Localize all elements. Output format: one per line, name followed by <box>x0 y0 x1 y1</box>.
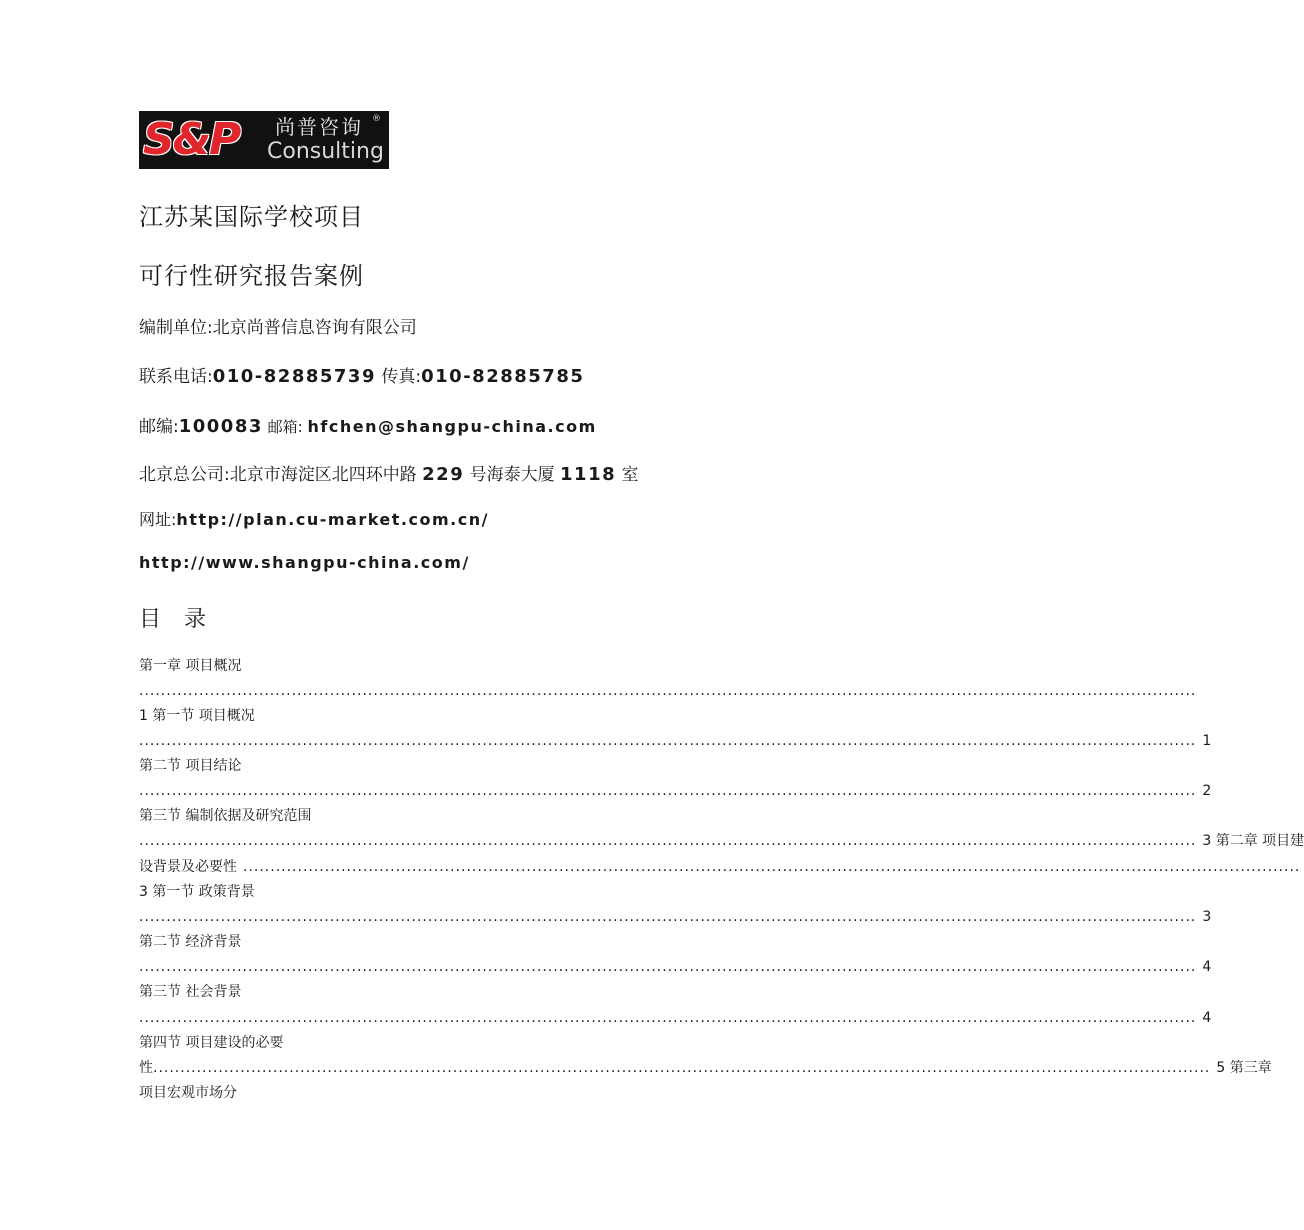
address-room: 1118 <box>560 464 617 485</box>
toc-entry-text: 性 <box>139 1060 153 1076</box>
fax-value: 010-82885785 <box>421 366 585 387</box>
toc-leader <box>139 1009 1212 1027</box>
logo-chinese-name: 尚普咨询 <box>275 115 363 139</box>
toc-entry-text: 第四节 项目建设的必要 <box>139 1035 284 1051</box>
toc-entry <box>139 807 805 825</box>
toc-entry-text: 第三节 社会背景 <box>139 984 242 1000</box>
toc-dots: .................................................................................................................................................................................................. <box>139 909 1197 925</box>
toc-entry <box>139 1034 805 1052</box>
postal-and-email <box>139 412 597 437</box>
compiler-unit-label: 编制单位: <box>139 318 213 338</box>
toc-dots: .................................................................................................................................................................................................. <box>139 733 1197 749</box>
toc-dots: .................................................................................................................................................................................................. <box>139 783 1197 799</box>
toc-leader <box>139 732 1212 750</box>
logo-registered-mark: ® <box>372 114 381 124</box>
toc-dots: .................................................................................................................................................................................................. <box>139 959 1197 975</box>
toc-entry-text: 第三节 编制依据及研究范围 <box>139 808 312 824</box>
toc-entry-text: 3 第一节 政策背景 <box>139 884 255 900</box>
website-line-1 <box>139 507 489 530</box>
toc-entry <box>139 1084 805 1102</box>
website-link-1[interactable]: http://plan.cu-market.com.cn/ <box>176 510 489 529</box>
toc-dots: .................................................................................................................................................................................................. <box>139 1010 1197 1026</box>
toc-entry <box>139 707 805 725</box>
toc-leader <box>139 908 1212 926</box>
toc-page-number: 4 <box>1202 959 1212 975</box>
email-label: 邮箱: <box>262 418 308 436</box>
address-tail: 室 <box>616 465 639 485</box>
zip-value: 100083 <box>178 416 263 437</box>
toc-page-number: 3 <box>1202 909 1212 925</box>
compiler-unit-value: 北京尚普信息咨询有限公司 <box>212 318 417 338</box>
toc-entry <box>139 983 805 1001</box>
toc-leader <box>139 782 1212 800</box>
toc-entry <box>139 933 805 951</box>
toc-entry-text: 设背景及必要性 <box>139 859 237 875</box>
address-label: 北京总公司:北京市海淀区北四环中路 <box>139 465 423 485</box>
toc-entry <box>139 858 1301 876</box>
toc-page-number: 1 <box>1202 733 1212 749</box>
toc-entry-text: 第二节 经济背景 <box>139 934 242 950</box>
website-label: 网址: <box>139 510 177 529</box>
toc-page-number: 2 <box>1202 783 1212 799</box>
toc-entry <box>139 757 805 775</box>
fax-label: 传真: <box>375 367 422 387</box>
toc-entry-text: 1 第一节 项目概况 <box>139 708 255 724</box>
logo-english-name: Consulting <box>267 139 384 164</box>
toc-page-number: 3 第二章 项目建 <box>1202 833 1304 849</box>
toc-page-number: 5 第三章 <box>1216 1060 1272 1076</box>
phone-label: 联系电话: <box>139 367 213 387</box>
toc-leader <box>139 682 1197 700</box>
email-value[interactable]: hfchen@shangpu-china.com <box>307 417 597 436</box>
toc-entry-text: 第一章 项目概况 <box>139 658 242 674</box>
toc-dots: .................................................................................................................................................................................................. <box>139 833 1197 849</box>
address-building: 号海泰大厦 <box>464 465 561 485</box>
toc-entry <box>139 1059 1272 1077</box>
logo-mark: S&P <box>143 114 240 165</box>
head-office-address <box>139 460 639 485</box>
report-title-line-1: 江苏某国际学校项目 <box>139 203 364 231</box>
phone-value: 010-82885739 <box>212 366 376 387</box>
toc-leader <box>139 958 1212 976</box>
website-line-2 <box>139 553 470 573</box>
toc-dots: .................................................................................................................................................................................................. <box>139 683 1197 699</box>
website-link-2[interactable]: http://www.shangpu-china.com/ <box>139 553 470 572</box>
company-logo <box>139 111 389 169</box>
toc-dots: .................................................................................................................................................................................................. <box>243 859 1301 875</box>
contact-phone <box>139 362 584 387</box>
toc-leader <box>139 832 1304 850</box>
toc-entry-text: 项目宏观市场分 <box>139 1085 237 1101</box>
compiler-unit <box>139 313 417 338</box>
zip-label: 邮编: <box>139 417 179 437</box>
toc-heading: 目 录 <box>139 607 214 632</box>
toc-dots: .................................................................................................................................................................................................. <box>153 1060 1211 1076</box>
toc-entry-text: 第二节 项目结论 <box>139 758 242 774</box>
report-title-line-2: 可行性研究报告案例 <box>139 262 364 290</box>
toc-page-number: 4 <box>1202 1010 1212 1026</box>
address-number: 229 <box>422 464 465 485</box>
toc-entry <box>139 657 805 675</box>
toc-entry <box>139 883 805 901</box>
